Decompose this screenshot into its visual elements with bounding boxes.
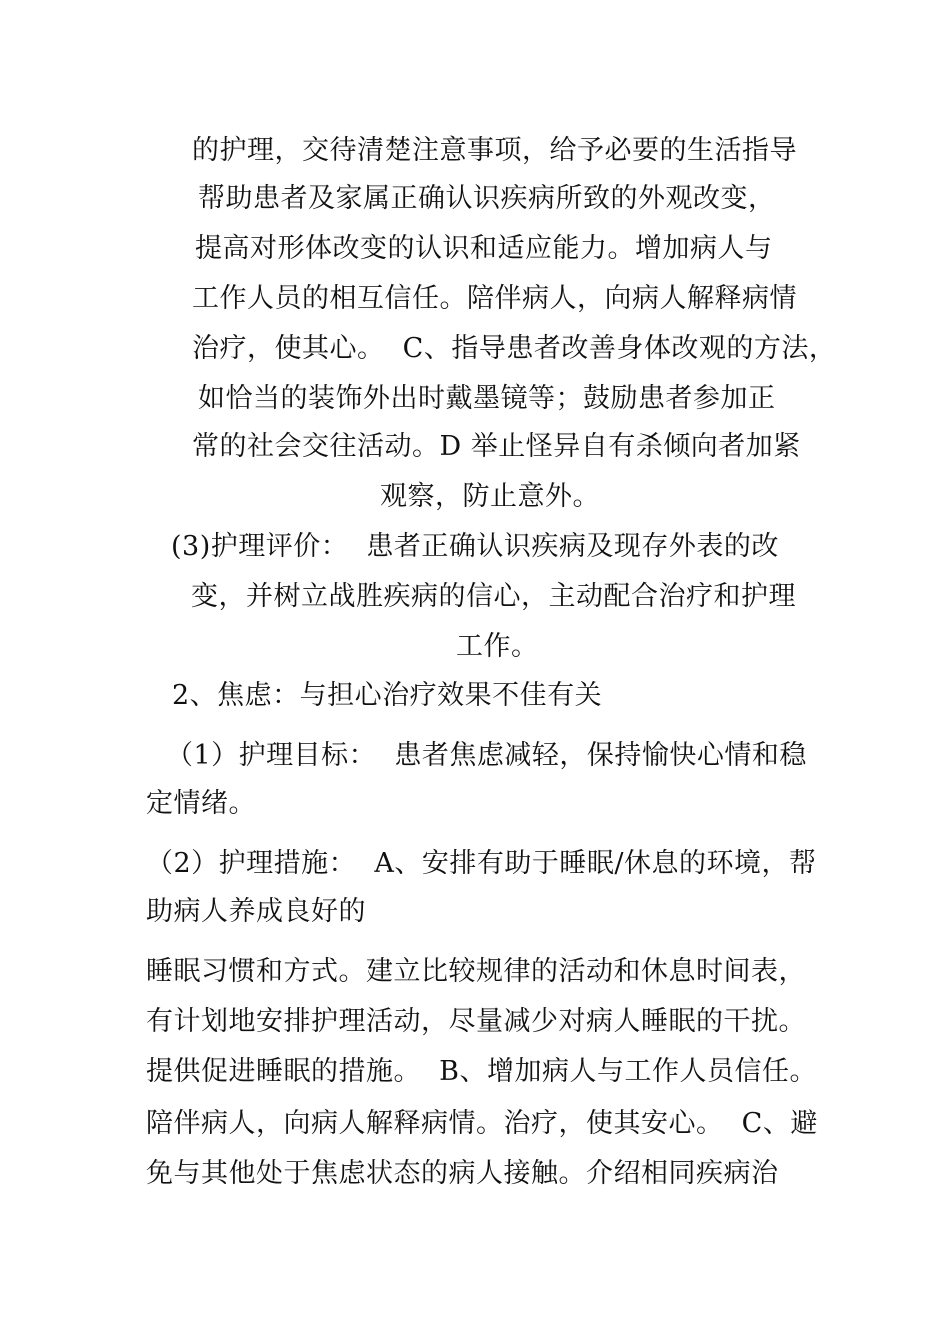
text-line-6: 如恰当的装饰外出时戴墨镜等；鼓励患者参加正 xyxy=(198,383,776,414)
text-line-13: （1）护理目标： 患者焦虑减轻，保持愉快心情和稳 xyxy=(166,740,807,771)
text-line-1: 的护理，交待清楚注意事项，给予必要的生活指导 xyxy=(192,135,797,166)
text-line-20: 陪伴病人，向病人解释病情。治疗，使其安心。 C、避 xyxy=(146,1108,818,1139)
text-line-17: 睡眠习惯和方式。建立比较规律的活动和休息时间表， xyxy=(146,956,806,987)
text-line-12: 2、焦虑：与担心治疗效果不佳有关 xyxy=(172,680,603,711)
text-line-5: 治疗，使其心。 C、指导患者改善身体改观的方法， xyxy=(192,333,837,364)
text-line-3: 提高对形体改变的认识和适应能力。增加病人与 xyxy=(195,233,773,264)
text-line-18: 有计划地安排护理活动，尽量减少对病人睡眠的干扰。 xyxy=(146,1006,806,1037)
text-line-16: 助病人养成良好的 xyxy=(146,896,366,927)
text-line-7: 常的社会交往活动。D 举止怪异自有杀倾向者加紧 xyxy=(192,431,801,462)
text-line-2: 帮助患者及家属正确认识疾病所致的外观改变， xyxy=(198,183,776,214)
text-line-21: 免与其他处于焦虑状态的病人接触。介绍相同疾病治 xyxy=(146,1158,779,1189)
text-line-14: 定情绪。 xyxy=(146,788,256,819)
text-line-10: 变，并树立战胜疾病的信心，主动配合治疗和护理 xyxy=(191,581,796,612)
text-line-19: 提供促进睡眠的措施。 B、增加病人与工作人员信任。 xyxy=(146,1056,818,1087)
text-line-8: 观察，防止意外。 xyxy=(380,481,600,512)
text-line-4: 工作人员的相互信任。陪伴病人，向病人解释病情 xyxy=(192,283,797,314)
text-line-9: (3)护理评价： 患者正确认识疾病及现存外表的改 xyxy=(171,531,779,562)
text-line-11: 工作。 xyxy=(456,631,539,662)
text-line-15: （2）护理措施： A、安排有助于睡眠/休息的环境，帮 xyxy=(146,848,817,879)
